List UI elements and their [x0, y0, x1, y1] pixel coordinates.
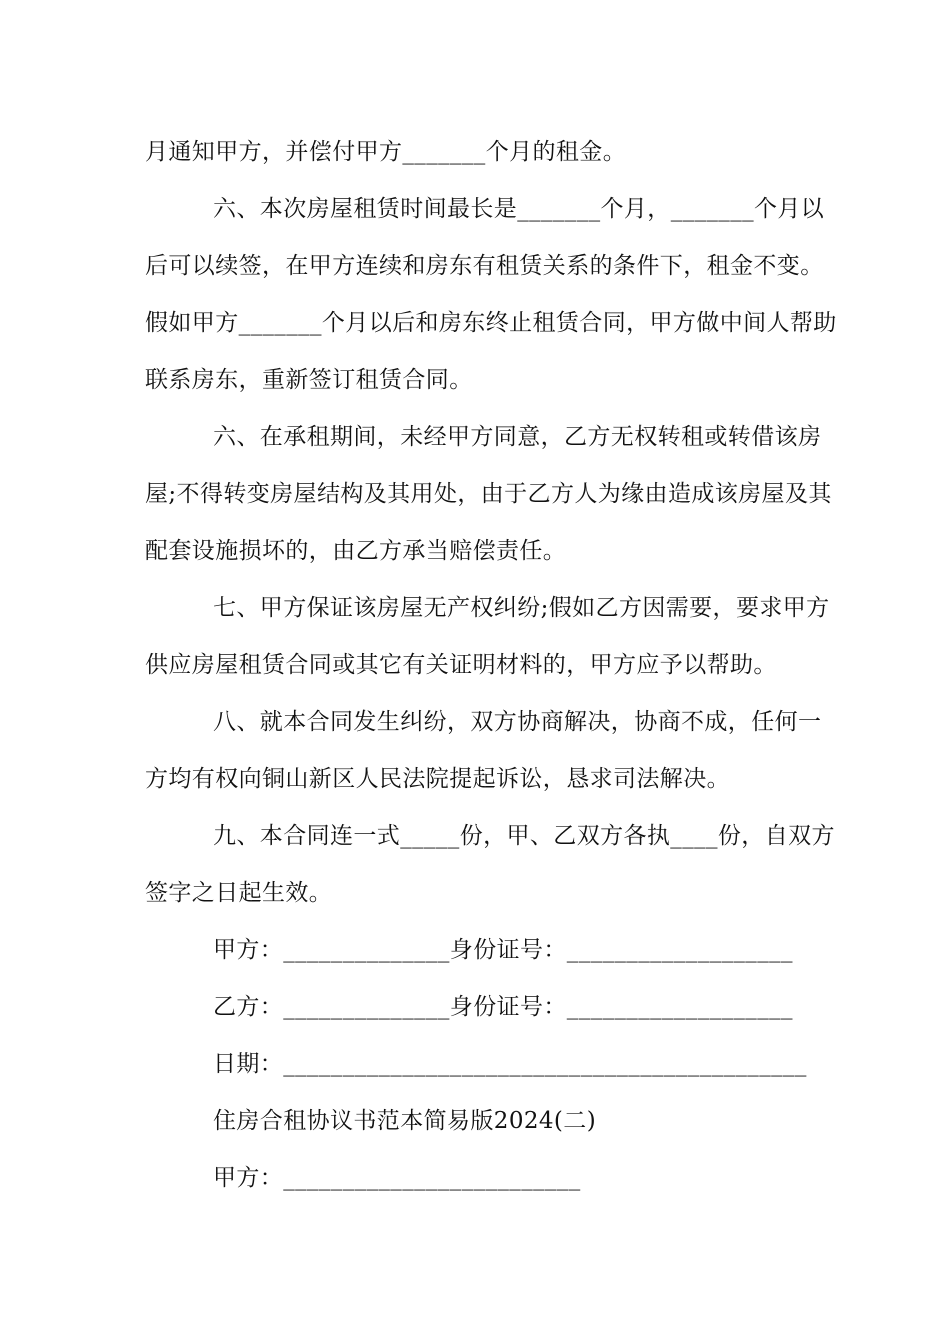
- paragraph-line: 假如甲方_______个月以后和房东终止租赁合同，甲方做中间人帮助: [145, 310, 837, 336]
- paragraph-line: 九、本合同连一式_____份，甲、乙双方各执____份，自双方: [213, 823, 835, 849]
- paragraph-line: 六、在承租期间，未经甲方同意，乙方无权转租或转借该房: [213, 424, 822, 450]
- signature-line-party-a: 甲方：______________身份证号：___________________: [213, 937, 793, 963]
- paragraph-line: 八、就本合同发生纠纷，双方协商解决，协商不成，任何一: [213, 709, 822, 735]
- paragraph-line: 供应房屋租赁合同或其它有关证明材料的，甲方应予以帮助。: [145, 652, 777, 678]
- paragraph-line: 月通知甲方，并偿付甲方_______个月的租金。: [145, 139, 627, 165]
- date-line: 日期：____________________________________________: [213, 1051, 807, 1077]
- paragraph-line: 六、本次房屋租赁时间最长是_______个月，_______个月以: [213, 196, 825, 222]
- paragraph-line: 后可以续签，在甲方连续和房东有租赁关系的条件下，租金不变。: [145, 253, 824, 279]
- paragraph-line: 七、甲方保证该房屋无产权纠纷;假如乙方因需要，要求甲方: [213, 595, 830, 621]
- paragraph-line: 方均有权向铜山新区人民法院提起诉讼，恳求司法解决。: [145, 766, 730, 792]
- signature-line-party-a-2: 甲方：_________________________: [213, 1165, 581, 1191]
- section-title: 住房合租协议书范本简易版2024(二): [213, 1108, 597, 1134]
- paragraph-line: 屋;不得转变房屋结构及其用处，由于乙方人为缘由造成该房屋及其: [145, 481, 832, 507]
- paragraph-line: 配套设施损坏的，由乙方承当赔偿责任。: [145, 538, 567, 564]
- paragraph-line: 签字之日起生效。: [145, 880, 333, 906]
- paragraph-line: 联系房东，重新签订租赁合同。: [145, 367, 473, 393]
- signature-line-party-b: 乙方：______________身份证号：___________________: [213, 994, 793, 1020]
